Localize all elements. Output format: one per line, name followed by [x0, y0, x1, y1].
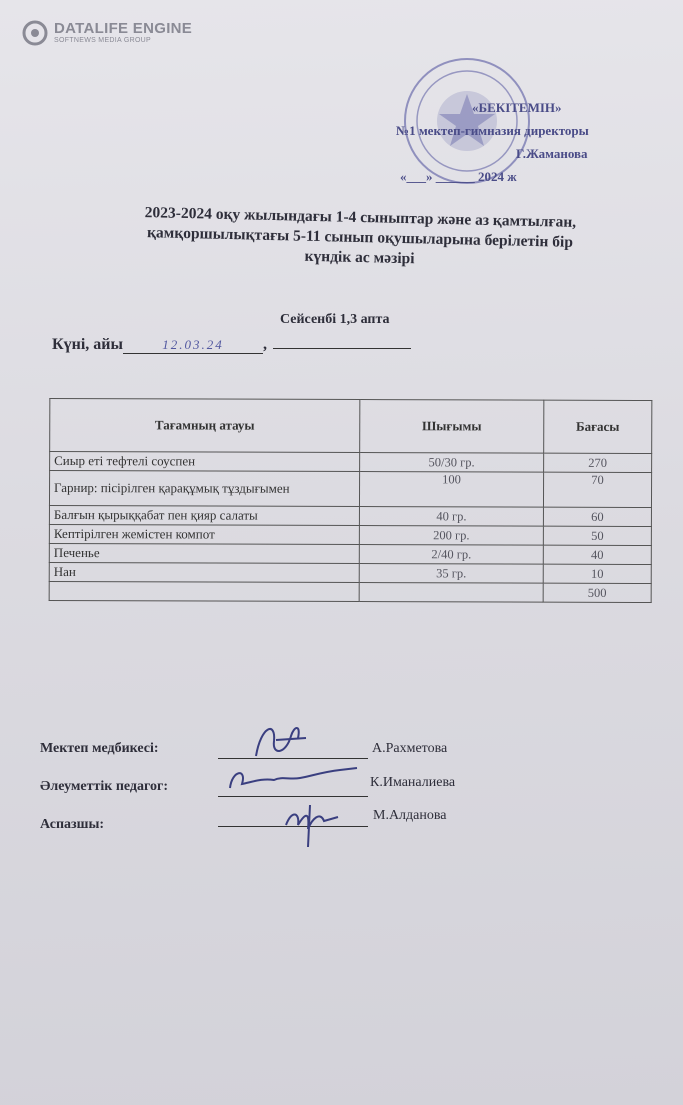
- table-row: [49, 524, 651, 545]
- total-empty-cell: [49, 581, 359, 601]
- dish-portion: 50/30 гр.: [360, 453, 544, 473]
- table-row: [49, 470, 651, 507]
- date-label: Күні, айы: [52, 336, 123, 353]
- dish-price: 40: [543, 545, 651, 564]
- dish-portion: 40 гр.: [359, 507, 543, 527]
- dish-name: Гарнир: пісірілген қарақұмық тұздығымен: [49, 470, 359, 506]
- dish-name: Кептірілген жемістен компот: [49, 524, 359, 544]
- signature-role-social-pedagogue: Әлеуметтік педагог:: [40, 779, 169, 794]
- dish-price: 60: [543, 507, 651, 526]
- datalife-logo-icon: [22, 20, 48, 46]
- header-price: Бағасы: [544, 400, 652, 453]
- approval-name: Г.Жаманова: [516, 146, 588, 161]
- signature-name-social-pedagogue: К.Иманалиева: [370, 775, 456, 790]
- dish-name: Балғын қырыққабат пен қияр салаты: [49, 505, 359, 525]
- handwritten-signature-icon: [278, 795, 348, 850]
- date-separator: ,: [262, 336, 267, 353]
- document-subtitle: Сейсенбі 1,3 апта: [280, 312, 390, 327]
- total-price: 500: [543, 583, 651, 602]
- dish-portion: 35 гр.: [359, 564, 543, 584]
- total-empty-cell: [359, 583, 543, 603]
- approval-title: «БЕКІТЕМІН»: [472, 100, 562, 115]
- signature-name-cook: М.Алданова: [373, 808, 447, 823]
- date-value: 12.03.24: [123, 337, 263, 354]
- signature-role-nurse: Мектеп медбикесі:: [40, 741, 159, 756]
- dish-name: Печенье: [49, 543, 359, 563]
- document-title: [59, 201, 660, 275]
- dish-name: Сиыр еті тефтелі соуспен: [50, 451, 360, 471]
- table-row: [49, 562, 651, 583]
- dish-portion: 2/40 гр.: [359, 545, 543, 565]
- dish-name: Нан: [49, 562, 359, 582]
- table-row: [49, 543, 651, 564]
- date-line: [52, 334, 411, 354]
- dish-price: 270: [544, 453, 652, 472]
- title-line-2: қамқоршылықтағы 5-11 сынып оқушыларына берілетін бір: [146, 224, 574, 251]
- handwritten-signature-icon: [222, 758, 362, 798]
- table-header-row: [50, 398, 652, 453]
- title-line-1: 2023-2024 оқу жылындағы 1-4 сыныптар және аз қамтылған,: [144, 204, 577, 231]
- table-row: [50, 451, 652, 472]
- dish-price: 70: [543, 472, 651, 507]
- watermark: [22, 20, 192, 46]
- menu-table: [49, 398, 653, 603]
- approval-date: «___» ______ 2024 ж: [400, 169, 517, 184]
- watermark-title: DATALIFE ENGINE: [54, 20, 193, 37]
- signature-name-nurse: А.Рахметова: [372, 741, 448, 756]
- dish-portion: 200 гр.: [359, 526, 543, 546]
- header-dish-name: Тағамның атауы: [50, 398, 360, 452]
- dish-portion: 100: [359, 472, 543, 508]
- signature-role-cook: Аспазшы:: [40, 817, 105, 832]
- approval-position: №1 мектеп-гимназия директоры: [396, 123, 589, 138]
- table-total-row: [49, 581, 651, 602]
- approval-block: [388, 96, 658, 188]
- table-row: [49, 505, 651, 526]
- dish-price: 10: [543, 564, 651, 583]
- date-blank-line: [273, 334, 411, 349]
- watermark-subtitle: SOFTNEWS MEDIA GROUP: [54, 37, 152, 44]
- title-line-3: күндік ас мәзірі: [304, 247, 415, 268]
- dish-price: 50: [543, 526, 651, 545]
- header-portion: Шығымы: [360, 400, 544, 454]
